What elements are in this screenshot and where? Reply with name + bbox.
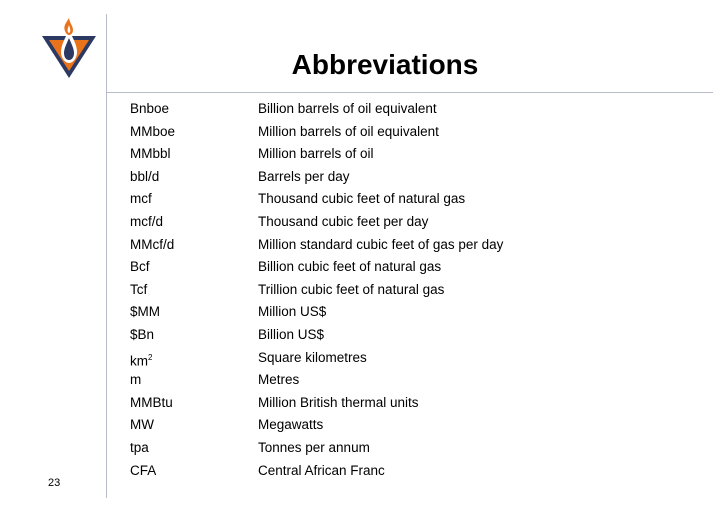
abbreviation-term [130,416,154,434]
table-row [130,371,570,389]
table-row [130,258,570,276]
abbreviation-term-text: $Bn [130,327,155,342]
abbreviation-term-text: MMBtu [130,394,173,410]
abbreviation-term-text: bbl/d [130,168,160,184]
abbreviation-definition: Thousand cubic feet per day [258,214,429,229]
abbreviation-term-text: MMbbl [130,146,171,162]
abbreviation-definition: Billion cubic feet of natural gas [258,259,442,275]
abbreviation-term [130,394,173,412]
abbreviation-term-text: MW [130,417,154,433]
abbreviation-term [130,462,156,480]
table-row [130,213,570,231]
abbreviation-definition: Thousand cubic feet of natural gas [258,191,466,207]
abbreviation-definition: Square kilometres [258,349,367,365]
title-underline-rule [106,92,713,93]
abbreviation-term-text: MMcf/d [130,236,175,252]
table-row [130,236,570,254]
table-row [130,303,570,321]
table-row [130,394,570,412]
table-row [130,439,570,457]
abbreviation-term-text: m [130,372,142,388]
abbreviation-term-text: tpa [130,440,149,455]
abbreviation-term [130,326,154,344]
abbreviation-definition: Million barrels of oil equivalent [258,123,439,139]
abbreviation-term-text: mcf [130,191,152,207]
abbreviation-term [130,439,149,457]
abbreviation-term-text: mcf/d [130,214,164,229]
abbreviation-superscript: 2 [148,352,153,362]
abbreviation-term [130,349,152,371]
abbreviation-definition: Central African Franc [258,462,385,478]
abbreviation-term-text: Bnboe [130,101,170,116]
abbreviation-definition: Billion US$ [258,327,325,342]
abbreviation-definition: Million barrels of oil [258,146,374,162]
abbreviation-definition: Million US$ [258,304,327,320]
table-row [130,100,570,118]
abbreviation-definition: Million standard cubic feet of gas per day [258,236,504,252]
abbreviation-definition: Million British thermal units [258,394,419,410]
abbreviation-definition: Megawatts [258,417,324,433]
abbreviation-term [130,281,147,299]
table-row [130,349,570,367]
abbreviation-term-text: CFA [130,462,157,478]
abbreviation-term [130,145,171,163]
table-row [130,123,570,141]
table-row [130,416,570,434]
table-row [130,281,570,299]
abbreviation-term [130,236,174,254]
abbreviation-term [130,168,159,186]
abbreviation-term-text: MMboe [130,123,176,139]
table-row [130,326,570,344]
abbreviation-term-text: Bcf [130,259,150,275]
abbreviation-definition: Tonnes per annum [258,440,370,455]
vertical-rule [106,14,107,498]
abbreviation-term-text: $MM [130,304,160,320]
abbreviation-term [130,371,141,389]
table-row [130,145,570,163]
table-row [130,462,570,480]
abbreviation-term [130,100,169,118]
abbreviation-term [130,303,160,321]
abbreviation-term-text: km [130,353,148,369]
abbreviation-term-text: Tcf [130,281,148,297]
abbreviation-term [130,258,150,276]
abbreviation-term [130,213,163,231]
table-row [130,190,570,208]
abbreviation-term [130,123,175,141]
page-title: Abbreviations [291,49,479,80]
flame-drop-triangle-logo-icon [40,16,98,80]
abbreviation-definition: Metres [258,372,300,388]
page-number: 23 [48,477,61,489]
abbreviation-definition: Barrels per day [258,168,350,184]
abbreviation-definition: Billion barrels of oil equivalent [258,101,437,116]
table-row [130,168,570,186]
abbreviation-term [130,190,152,208]
abbreviation-definition: Trillion cubic feet of natural gas [258,281,445,297]
